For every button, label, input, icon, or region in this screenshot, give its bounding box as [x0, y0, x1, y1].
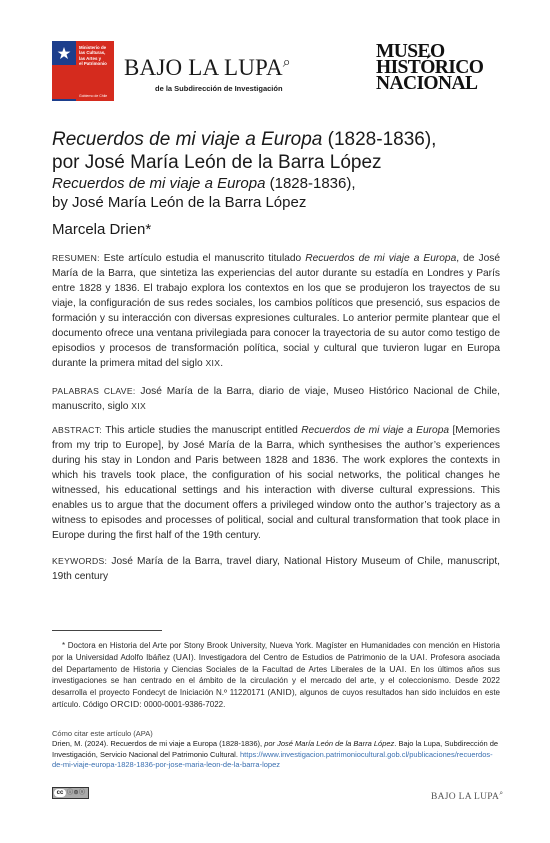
citation-label: Cómo citar este artículo (APA) [52, 729, 153, 738]
palabras-clave-label: PALABRAS CLAVE: [52, 386, 136, 396]
footnote-acronym: UAI [175, 651, 191, 662]
keywords-label: KEYWORDS: [52, 556, 108, 566]
footnote-text: ). Investigadora del Centro de Estudios de Patrimonio de la [190, 652, 410, 662]
title-es-italic: Recuerdos de mi viaje a Europa [52, 129, 323, 150]
gov-logo-line: el Patrimonio [79, 60, 107, 66]
citation-text-start: Drien, M. (2024). Recuerdos de mi viaje a Europa (1828-1836), [52, 739, 265, 748]
footnote-text: * Doctora en Historia del Arte por Stony Brook University, Nueva York. Magíster en Humanidades con mención en Historia por la Universidad Adolfo Ibáñez ( [52, 641, 500, 662]
citation-text [52, 739, 500, 771]
museum-logo-line: MUSEO [376, 41, 445, 62]
footnote-acronym: UAI [389, 663, 405, 674]
magnifier-icon: ⌕ [499, 789, 504, 797]
footnote-divider [52, 630, 162, 631]
footnote-acronym: ORCID [110, 698, 140, 709]
museum-logo-line: HISTÓRICO [376, 57, 484, 78]
magnifier-icon: ⌕ [282, 55, 291, 71]
abstract-italic: Recuerdos de mi viaje a Europa [301, 425, 450, 436]
keywords-paragraph [52, 554, 500, 584]
creative-commons-license-icon[interactable] [52, 787, 89, 799]
article-title-es [52, 128, 436, 174]
site-subtitle: de la Subdirección de Investigación [155, 84, 283, 93]
citation-text-mid: . Bajo la Lupa, Subdirección de Investigación, Servicio Nacional del Patrimonio Cultural. [52, 739, 499, 759]
footnote-text: : 0000-0001-9386-7022. [139, 699, 226, 709]
palabras-clave-text: José María de la Barra, diario de viaje, Museo Histórico Nacional de Chile, manuscrito, siglo [52, 386, 500, 412]
author-name: Marcela Drien* [52, 221, 152, 238]
abstract-text-after: [Memories from my trip to Europe], by José María de la Barra, which synthesises the author’s experiences during his stay in London and Paris between 1828 and 1836. The work explores the contexts in which his travels took place, the configuration of his social networks, the political changes he witnessed, his educational settings and his interaction with diverse cultural expressions. This enables us to argue that the document offers a privileged window onto the author’s trajectory as a witness to episodes and processes of political, social and cultural transformation that took place in Europe during the first half of the 19th century. [52, 425, 501, 541]
resumen-paragraph [52, 251, 500, 371]
site-title-text: BAJO LA LUPA [124, 55, 283, 80]
footnote-acronym: UAI [409, 651, 426, 662]
citation-italic: por José María León de la Barra López [264, 739, 395, 748]
citation-url-link[interactable]: https://www.investigacion.patrimoniocultural.gob.cl/publicaciones/recuerdos-de-mi-viaje-europa-1828-1836-por-jose-maria-leon-de-la-barra-lopez [52, 749, 493, 769]
resumen-text: Este artículo estudia el manuscrito titulado [99, 253, 306, 264]
title-es-dates: (1828-1836), [322, 129, 437, 150]
gov-logo-subtitle: Gobierno de Chile [79, 94, 108, 98]
resumen-century: XIX [205, 358, 221, 368]
cc-badge-text: cc [54, 789, 66, 797]
gov-logo-line: Ministerio de [79, 45, 107, 50]
cc-by-nc-nd-icons: ⓘ⊜ⓢ [67, 790, 86, 796]
abstract-paragraph [52, 423, 500, 543]
site-title [124, 55, 291, 81]
article-title-en [52, 175, 356, 212]
resumen-italic: Recuerdos de mi viaje a Europa [305, 253, 457, 264]
keywords-text: José María de la Barra, travel diary, National History Museum of Chile, manuscript, 19th century [52, 556, 500, 582]
resumen-label: RESUMEN: [52, 253, 100, 263]
footnote-text: ), algunos de cuyos resultados han sido incluidos en este artículo. Código [52, 688, 501, 709]
footnote-text: . En los últimos años sus investigaciones se han centrado en el ámbito de la circulación y el mercado del arte, y el coleccionismo. Desde 2022 desarrolla el proyecto Fondecyt de Iniciación N.º 11220171 ( [52, 664, 501, 698]
palabras-clave-paragraph [52, 384, 500, 414]
footer-logo [431, 789, 503, 802]
gov-logo-line: las Artes y [79, 55, 102, 61]
museum-logo [376, 41, 526, 94]
gov-logo-text [79, 45, 115, 66]
footer-logo-text: BAJO LA LUPA [431, 792, 500, 803]
museum-logo-line: NACIONAL [376, 73, 478, 94]
title-en-dates: (1828-1836), [265, 175, 356, 192]
resumen-text-end: . [220, 358, 224, 369]
title-en-line2: by José María León de la Barra López [52, 193, 307, 211]
author-footnote [52, 640, 500, 711]
palabras-clave-century: XIX [131, 401, 147, 411]
abstract-label: ABSTRACT: [52, 425, 102, 435]
resumen-text-mid: , de José María de la Barra, que sintetiza las experiencias del autor durante su estadía en Londres y París entre 1828 y 1836. El trabajo explora los contextos en los que se produjeron los trayectos de su viaje, la configuración de sus redes sociales, los cambios políticos que presenció, sus espacios de formación y su interacción con diversas expresiones culturales. Lo anterior permite plantear que el documento ofrece una ventana privilegiada para conocer la trayectoria de su autor como testigo de episodios y procesos de transformación política, social y cultural que tuvieron lugar en Europa durante la primera mitad del siglo [52, 253, 501, 369]
gov-logo-line: las Culturas, [79, 50, 106, 56]
title-en-italic: Recuerdos de mi viaje a Europa [52, 175, 266, 192]
title-es-line2: por José María León de la Barra López [52, 152, 382, 173]
footnote-text: . Profesora asociada del Departamento de Historia y Ciencias Sociales de la Facultad de Artes Liberales de la [52, 652, 500, 674]
abstract-text: This article studies the manuscript entitled [101, 425, 302, 436]
footnote-acronym: ANID [270, 687, 292, 698]
